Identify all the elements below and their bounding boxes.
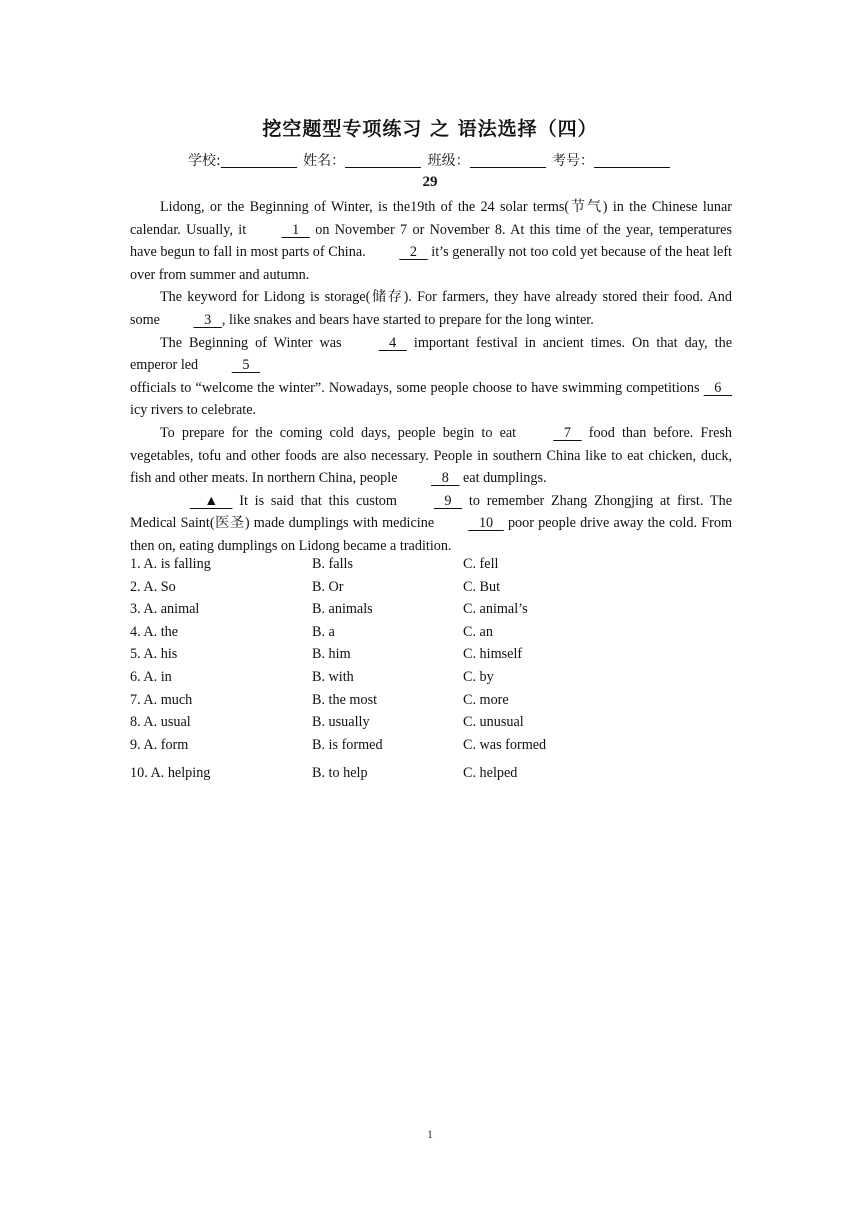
option-c[interactable]: C. an (463, 623, 493, 640)
option-c[interactable]: C. unusual (463, 714, 524, 731)
option-b[interactable]: B. to help (312, 764, 368, 781)
text: food than before. Fresh vegetables, tofu and other foods are also necessary. People in southern China like to eat chicken, duck, fish and other meats. In northern China, people (130, 424, 732, 487)
paragraph-4 (130, 377, 732, 422)
option-c[interactable]: C. helped (463, 764, 518, 781)
option-c[interactable]: C. animal’s (463, 601, 528, 618)
page-number: 1 (427, 1127, 433, 1141)
option-c[interactable]: C. was formed (463, 736, 547, 753)
paragraph-6 (130, 490, 732, 558)
text: poor people drive away the cold. From then on, eating dumplings on Lidong became a tradition. (130, 515, 732, 554)
passage (130, 196, 732, 558)
option-a[interactable]: 9. A. form (130, 736, 189, 753)
option-a[interactable]: 2. A. So (130, 578, 176, 595)
option-b[interactable]: B. with (312, 668, 354, 685)
paragraph-5 (130, 422, 732, 490)
text: eat dumplings. (459, 470, 547, 487)
student-info-line (0, 150, 860, 170)
class-label: 班级： (427, 153, 470, 169)
name-blank[interactable] (345, 153, 421, 168)
text: icy rivers to celebrate. (130, 402, 257, 419)
blank-7[interactable]: 7 (553, 424, 582, 441)
option-row (130, 624, 732, 647)
option-row (130, 714, 732, 737)
text: To prepare for the coming cold days, people begin to eat (160, 424, 524, 441)
option-b[interactable]: B. is formed (312, 736, 383, 753)
text: , like snakes and bears have started to prepare for the long winter. (221, 311, 594, 328)
text: important festival in ancient times. On that day, the emperor led (130, 334, 732, 374)
option-row (130, 556, 732, 579)
name-label: 姓名： (303, 153, 346, 169)
id-label: 考号： (552, 153, 595, 169)
option-b[interactable]: B. a (312, 623, 335, 640)
option-row (130, 601, 732, 624)
option-c[interactable]: C. himself (463, 646, 523, 663)
blank-8[interactable]: 8 (431, 470, 460, 487)
option-b[interactable]: B. falls (312, 556, 353, 572)
blank-5[interactable]: 5 (231, 357, 261, 374)
option-a[interactable]: 4. A. the (130, 623, 179, 640)
passage-number: 29 (422, 174, 438, 190)
text: to remember Zhang Zhongjing at first. The Medical Saint(医圣) made dumplings with medicine (130, 492, 732, 532)
school-label: 学校: (187, 153, 221, 169)
option-c[interactable]: C. fell (463, 556, 499, 572)
blank-6[interactable]: 6 (703, 379, 732, 396)
options-list (130, 556, 732, 787)
option-a[interactable]: 10. A. helping (130, 764, 211, 781)
paragraph-3 (130, 332, 732, 377)
option-a[interactable]: 3. A. animal (130, 601, 200, 618)
blank-10[interactable]: 10 (468, 515, 504, 532)
text: on November 7 or November 8. At this time of the year, temperatures have begun to fall in most parts of China. (130, 221, 732, 261)
option-row (130, 765, 732, 788)
option-c[interactable]: C. But (463, 578, 501, 595)
option-c[interactable]: C. by (463, 668, 494, 685)
text: The Beginning of Winter was (160, 334, 349, 351)
option-a[interactable]: 8. A. usual (130, 714, 191, 731)
blank-3[interactable]: 3 (193, 311, 222, 328)
blank-2[interactable]: 2 (399, 244, 428, 261)
class-blank[interactable] (470, 153, 546, 168)
option-a[interactable]: 7. A. much (130, 691, 193, 708)
option-row (130, 692, 732, 715)
id-blank[interactable] (594, 153, 670, 168)
paragraph-2 (130, 286, 732, 331)
option-b[interactable]: B. him (312, 646, 351, 663)
option-row (130, 579, 732, 602)
option-row (130, 737, 732, 760)
option-b[interactable]: B. animals (312, 601, 373, 618)
blank-triangle[interactable]: ▲ (190, 492, 233, 509)
option-c[interactable]: C. more (463, 691, 509, 708)
option-row (130, 646, 732, 669)
page-title: 挖空题型专项练习 之 语法选择（四） (262, 118, 598, 140)
option-row (130, 669, 732, 692)
text: The keyword for Lidong is storage(储存). For farmers, they have already stored their food. And some (130, 289, 732, 328)
option-b[interactable]: B. Or (312, 578, 344, 595)
school-blank[interactable] (221, 153, 297, 168)
paragraph-1 (130, 196, 732, 286)
option-a[interactable]: 5. A. his (130, 646, 178, 663)
option-b[interactable]: B. the most (312, 691, 378, 708)
blank-4[interactable]: 4 (378, 334, 407, 351)
blank-1[interactable]: 1 (281, 221, 310, 238)
blank-9[interactable]: 9 (433, 492, 463, 509)
option-a[interactable]: 6. A. in (130, 668, 172, 685)
text: officials to “welcome the winter”. Nowadays, some people choose to have swimming competitions (130, 379, 704, 396)
text: it’s generally not too cold yet because of the heat left over from summer and autumn. (130, 244, 732, 283)
text: It is said that this custom (232, 492, 404, 509)
option-b[interactable]: B. usually (312, 714, 370, 731)
option-a[interactable]: 1. A. is falling (130, 556, 211, 572)
text: Lidong, or the Beginning of Winter, is the19th of the 24 solar terms(节气) in the Chinese lunar calendar. Usually, it (130, 199, 732, 238)
